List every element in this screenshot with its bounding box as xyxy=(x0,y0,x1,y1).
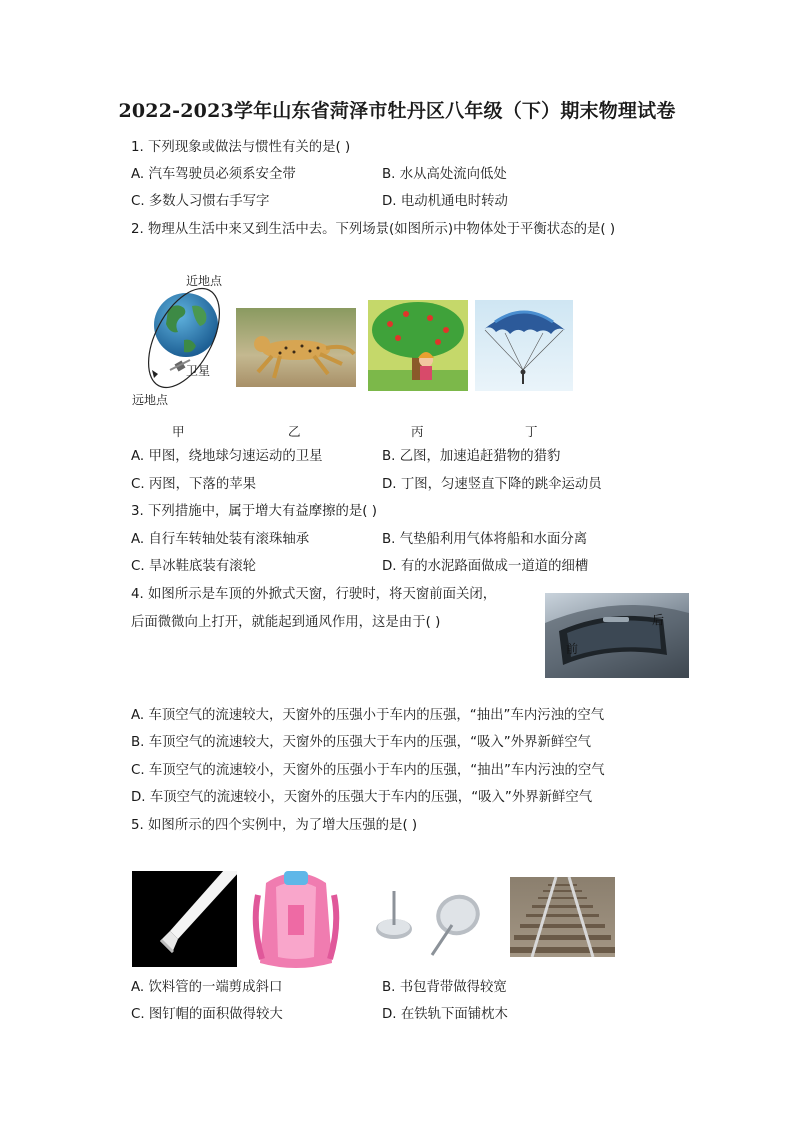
question-5-option-b: B. 书包背带做得较宽 xyxy=(382,980,507,995)
figure-caption-yi: 乙 xyxy=(288,424,301,439)
thumbtack-photo xyxy=(372,885,490,961)
question-1-option-a: A. 汽车驾驶员必须系安全带 xyxy=(131,167,296,182)
question-4-stem-line-1: 4. 如图所示是车顶的外掀式天窗，行驶时，将天窗前面关闭， xyxy=(131,587,497,602)
railway-track-photo xyxy=(510,877,615,957)
question-5-option-d: D. 在铁轨下面铺枕木 xyxy=(382,1007,508,1022)
straw-photo xyxy=(132,871,237,967)
car-sunroof-photo xyxy=(545,593,689,678)
question-1-option-c: C. 多数人习惯右手写字 xyxy=(131,194,270,209)
far-earth-point-label: 远地点 xyxy=(132,393,169,407)
question-4-option-c: C. 车顶空气的流速较小，天窗外的压强小于车内的压强，“抽出”车内污浊的空气 xyxy=(131,763,605,778)
satellite-orbit-figure xyxy=(132,270,232,410)
question-4-option-b: B. 车顶空气的流速较大，天窗外的压强大于车内的压强，“吸入”外界新鲜空气 xyxy=(131,735,592,750)
exam-title: 2022-2023学年山东省菏泽市牡丹区八年级（下）期末物理试卷 xyxy=(118,100,676,122)
question-5-option-a: A. 饮料管的一端剪成斜口 xyxy=(131,980,283,995)
sunroof-back-label: 后 xyxy=(652,613,665,627)
figure-caption-ding: 丁 xyxy=(525,424,538,439)
question-2-option-b: B. 乙图，加速追赶猎物的猎豹 xyxy=(382,449,561,464)
question-1-option-d: D. 电动机通电时转动 xyxy=(382,194,508,209)
question-3-option-b: B. 气垫船利用气体将船和水面分离 xyxy=(382,532,588,547)
question-2-option-c: C. 丙图，下落的苹果 xyxy=(131,477,256,492)
question-4-option-d: D. 车顶空气的流速较小，天窗外的压强大于车内的压强，“吸入”外界新鲜空气 xyxy=(131,790,593,805)
question-2-stem: 2. 物理从生活中来又到生活中去。下列场景(如图所示)中物体处于平衡状态的是( ) xyxy=(131,222,616,237)
figure-caption-bing: 丙 xyxy=(411,424,424,439)
question-3-stem: 3. 下列措施中，属于增大有益摩擦的是( ) xyxy=(131,504,377,519)
near-earth-point-label: 近地点 xyxy=(186,274,223,288)
sunroof-front-label: 前 xyxy=(566,642,579,656)
question-2-option-d: D. 丁图，匀速竖直下降的跳伞运动员 xyxy=(382,477,602,492)
cheetah-photo xyxy=(236,308,356,387)
parachutist-photo xyxy=(475,300,573,391)
question-3-option-a: A. 自行车转轴处装有滚珠轴承 xyxy=(131,532,310,547)
satellite-label: 卫星 xyxy=(186,364,211,378)
question-2-option-a: A. 甲图，绕地球匀速运动的卫星 xyxy=(131,449,323,464)
question-1-option-b: B. 水从高处流向低处 xyxy=(382,167,507,182)
question-1-stem: 1. 下列现象或做法与惯性有关的是( ) xyxy=(131,140,351,155)
apple-tree-figure xyxy=(368,300,468,391)
backpack-photo xyxy=(250,865,342,971)
figure-caption-jia: 甲 xyxy=(172,424,185,439)
question-4-option-a: A. 车顶空气的流速较大，天窗外的压强小于车内的压强，“抽出”车内污浊的空气 xyxy=(131,708,605,723)
question-4-stem-line-2: 后面微微向上打开，就能起到通风作用，这是由于( ) xyxy=(131,615,441,630)
question-3-option-c: C. 旱冰鞋底装有滚轮 xyxy=(131,559,256,574)
question-3-option-d: D. 有的水泥路面做成一道道的细槽 xyxy=(382,559,589,574)
question-5-option-c: C. 图钉帽的面积做得较大 xyxy=(131,1007,283,1022)
question-5-stem: 5. 如图所示的四个实例中，为了增大压强的是( ) xyxy=(131,818,418,833)
